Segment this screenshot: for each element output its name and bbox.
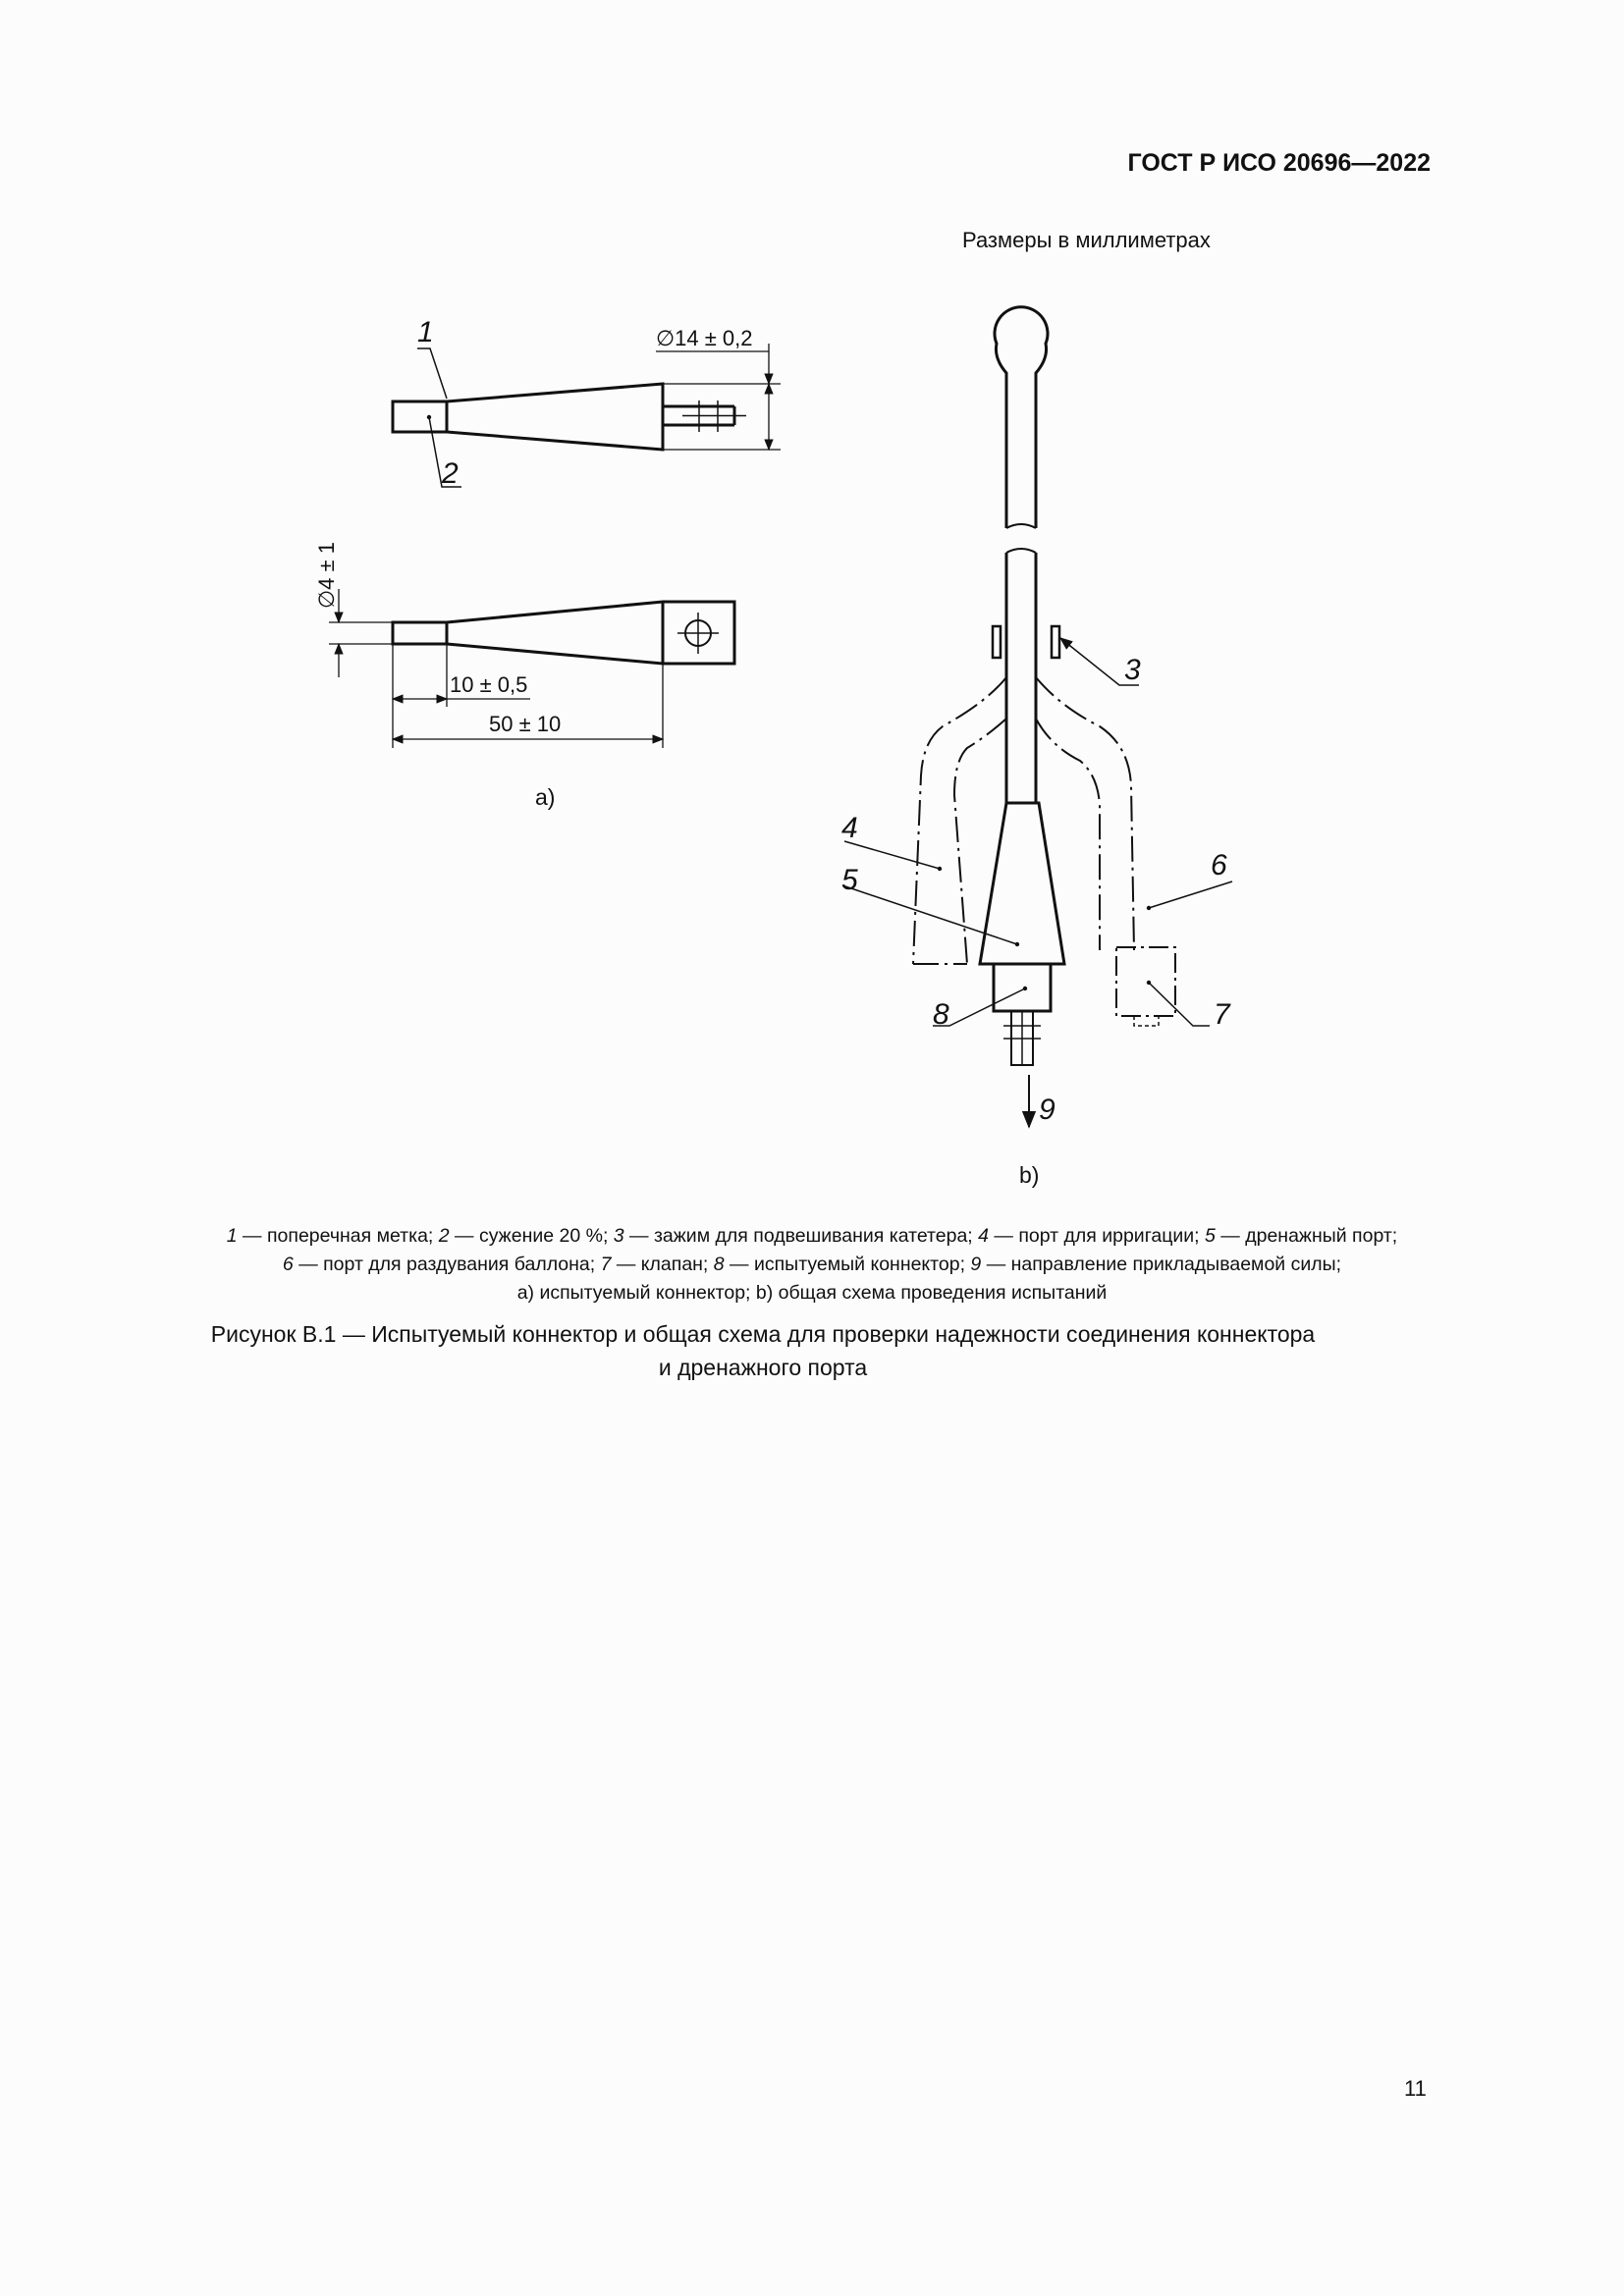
- figure-a-label: а): [535, 784, 556, 810]
- dim-diameter-4: ∅4 ± 1: [314, 542, 339, 609]
- callout-1: 1: [417, 316, 434, 348]
- dim-10: 10 ± 0,5: [450, 672, 528, 697]
- legend-line-1: [98, 1222, 1526, 1251]
- legend-key: 2: [438, 1225, 450, 1247]
- legend-text: — сужение 20 %;: [449, 1225, 614, 1247]
- legend-key: 9: [970, 1254, 982, 1275]
- legend-text: — зажим для подвешивания катетера;: [623, 1225, 979, 1247]
- callout-9: 9: [1039, 1094, 1056, 1126]
- callout-6: 6: [1211, 849, 1227, 881]
- legend-key: 7: [600, 1254, 612, 1275]
- callout-5: 5: [841, 864, 858, 896]
- legend-text: — поперечная метка;: [237, 1225, 439, 1247]
- test-setup-schema: [842, 307, 1232, 1127]
- legend-line-2: [98, 1251, 1526, 1279]
- dim-50: 50 ± 10: [489, 712, 562, 736]
- caption-line-1: Рисунок В.1 — Испытуемый коннектор и общая схема для проверки надежности соединения коннектора: [210, 1321, 1316, 1347]
- legend-line-3: а) испытуемый коннектор; b) общая схема проведения испытаний: [516, 1282, 1108, 1304]
- figure-caption: [98, 1317, 1428, 1384]
- legend-key: 6: [282, 1254, 294, 1275]
- legend-key: 1: [226, 1225, 238, 1247]
- legend: [98, 1222, 1526, 1308]
- legend-text: — испытуемый коннектор;: [724, 1254, 971, 1275]
- legend-key: 3: [613, 1225, 624, 1247]
- legend-text: — порт для ирригации;: [988, 1225, 1206, 1247]
- legend-key: 4: [978, 1225, 989, 1247]
- units-note: Размеры в миллиметрах: [962, 228, 1211, 252]
- callout-2: 2: [442, 457, 459, 490]
- legend-text: — направление прикладываемой силы;: [981, 1254, 1342, 1275]
- legend-key: 5: [1205, 1225, 1216, 1247]
- legend-text: — клапан;: [611, 1254, 714, 1275]
- caption-line-2: и дренажного порта: [658, 1355, 868, 1380]
- figure-b-label: b): [1019, 1162, 1040, 1188]
- callout-3: 3: [1124, 654, 1141, 686]
- callout-8: 8: [933, 998, 949, 1031]
- standard-designation: ГОСТ Р ИСО 20696—2022: [1127, 149, 1431, 177]
- legend-text: — порт для раздувания баллона;: [293, 1254, 601, 1275]
- legend-key: 8: [713, 1254, 725, 1275]
- callout-4: 4: [841, 812, 858, 844]
- dim-diameter-14: ∅14 ± 0,2: [656, 326, 753, 350]
- legend-text: — дренажный порт;: [1215, 1225, 1398, 1247]
- callout-7: 7: [1214, 998, 1230, 1031]
- page-number: 11: [1404, 2076, 1427, 2101]
